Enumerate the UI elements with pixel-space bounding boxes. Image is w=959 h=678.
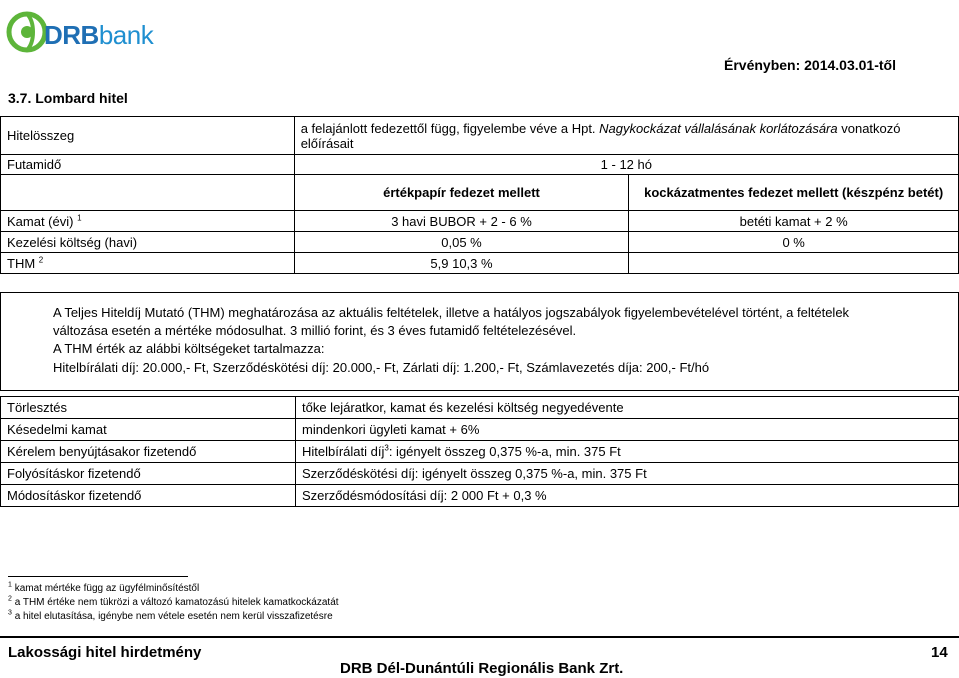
row-label: Késedelmi kamat [1, 419, 296, 441]
row-value: Hitelbírálati díj$^3$: igényelt összeg 0,375 %-a, min. 375 Ft [296, 441, 959, 463]
empty-cell [1, 175, 295, 211]
row-label: Kérelem benyújtásakor fizetendő [1, 441, 296, 463]
footer-title: Lakossági hitel hirdetmény [8, 644, 202, 661]
table-row [1, 441, 959, 463]
row-label: Kamat (évi) $^1$ [1, 211, 295, 232]
valid-from: Érvényben: 2014.03.01-től [724, 57, 896, 73]
footer-divider [0, 636, 959, 638]
column-header: kockázatmentes fedezet mellett (készpénz betét) [629, 175, 959, 211]
footnote: $^2$ a THM értéke nem tükrözi a változó kamatozású hitelek kamatkockázatát [8, 595, 339, 608]
row-value: 3 havi BUBOR + 2 - 6 % [294, 211, 629, 232]
footnote: $^1$ kamat mértéke függ az ügyfélminősítéstől [8, 581, 200, 594]
row-label: Hitelösszeg [1, 117, 295, 155]
row-label: Futamidő [1, 155, 295, 175]
row-label: Folyósításkor fizetendő [1, 463, 296, 485]
table-row [1, 485, 959, 507]
row-value: tőke lejáratkor, kamat és kezelési költség negyedévente [296, 397, 959, 419]
row-value: Szerződésmódosítási díj: 2 000 Ft + 0,3 % [296, 485, 959, 507]
table-row [1, 463, 959, 485]
thm-note-box [0, 292, 959, 391]
footnote-divider [8, 576, 188, 577]
row-label: Törlesztés [1, 397, 296, 419]
row-value: 1 - 12 hó [294, 155, 958, 175]
row-label: Kezelési költség (havi) [1, 232, 295, 253]
table-row [1, 211, 959, 232]
row-value: 0,05 % [294, 232, 629, 253]
section-title: 3.7. Lombard hitel [8, 90, 128, 106]
footnote-ref: 1 [77, 213, 82, 223]
page-number: 14 [931, 644, 948, 661]
table-row [1, 419, 959, 441]
note-line: A Teljes Hiteldíj Mutató (THM) meghatározása az aktuális feltételek, illetve a hatályos jogszabályok figyelembevételével történt, a feltételek [53, 305, 850, 320]
table-row [1, 117, 959, 155]
column-header: értékpapír fedezet mellett [294, 175, 629, 211]
table-row [1, 397, 959, 419]
loan-conditions-table [0, 116, 959, 274]
logo-wordmark [44, 20, 153, 51]
note-line: változása esetén a mértéke módosulhat. 3 millió forint, és 3 éves futamidő feltételezésével. [53, 323, 577, 338]
row-value: 0 % [629, 232, 959, 253]
row-label: THM $^2$ [1, 253, 295, 274]
logo-brand-light: bank [98, 20, 154, 50]
footnote: $^3$ a hitel elutasítása, igénybe nem vétele esetén nem kerül visszafizetésre [8, 609, 333, 622]
row-value: Szerződéskötési díj: igényelt összeg 0,375 %-a, min. 375 Ft [296, 463, 959, 485]
logo-brand-strong: DRB [44, 20, 99, 50]
footnote-ref: 3 [384, 443, 389, 453]
note-line: Hitelbírálati díj: 20.000,- Ft, Szerződéskötési díj: 20.000,- Ft, Zárlati díj: 1.200,- Ft, Számlavezetés díja: 200,- Ft/hó [53, 360, 710, 375]
footnote-ref: 2 [38, 255, 44, 265]
row-value: mindenkori ügyleti kamat + 6% [296, 419, 959, 441]
note-line: A THM érték az alábbi költségeket tartalmazza: [53, 341, 325, 356]
empty-cell [629, 253, 959, 274]
table-row [1, 155, 959, 175]
table-row [1, 253, 959, 274]
table-row [1, 175, 959, 211]
footer-bank-name: DRB Dél-Dunántúli Regionális Bank Zrt. [340, 660, 624, 677]
row-label: Módosításkor fizetendő [1, 485, 296, 507]
row-value: 5,9 10,3 % [294, 253, 629, 274]
row-value: a felajánlott fedezettől függ, figyelembe véve a Hpt. Nagykockázat vállalásának korlátozására vonatkozó előírásait [294, 117, 958, 155]
row-value: betéti kamat + 2 % [629, 211, 959, 232]
table-row [1, 232, 959, 253]
fees-table [0, 396, 959, 507]
